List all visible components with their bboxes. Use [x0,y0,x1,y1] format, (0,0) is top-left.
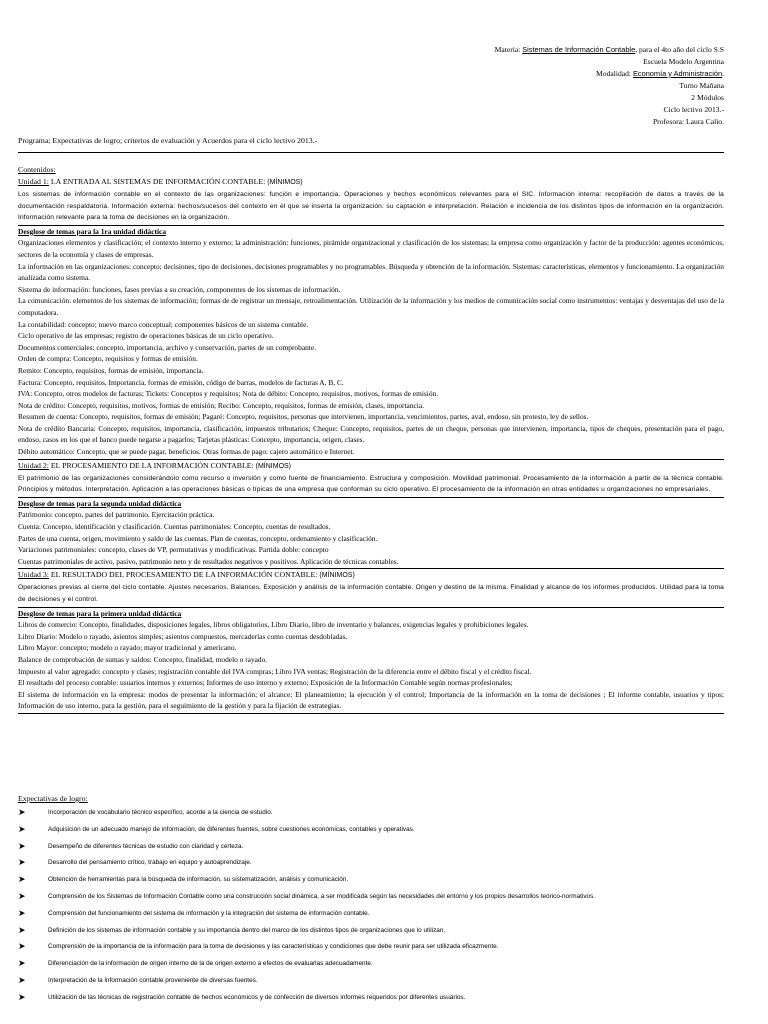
list-item: Remito: Concepto, requisitos, formas de emisión, importancia. [18,365,204,375]
profesora: Profesora: Laura Calio. [652,117,724,126]
arrow-bullet-icon: ➤ [18,840,26,851]
unit-1-title: Unidad 1: LA ENTRADA AL SISTEMAS DE INFORMACIÓN CONTABLE: (MÍNIMOS) [18,177,303,186]
unit-2-title: Unidad 2: EL PROCESAMIENTO DE LA INFORMACIÓN CONTABLE: (MÍNIMOS) [18,460,292,470]
arrow-bullet-icon: ➤ [18,958,26,969]
list-item: ➤ Incorporación de vocabulario técnico específico, acorde a la ciencia de estudio. [18,807,273,817]
contenidos-section [18,164,724,714]
list-item: ➤ Comprensión de la importancia de la información para la toma de decisiones y las características y condiciones que debe reunir para ser utilizada eficazmente. [18,941,499,952]
modulos: 2 Módulos [691,93,724,102]
list-item: Balance de comprobación de sumas y saldos: Concepto, finalidad, modelo o rayado. [18,654,268,664]
expectativas-list [18,808,724,1003]
list-item: ➤ Comprensión del funcionamiento del sistema de información y la integración del sistema de información contable. [18,907,370,918]
arrow-bullet-icon: ➤ [18,907,26,918]
arrow-bullet-icon: ➤ [18,941,26,952]
document-header [495,44,724,128]
list-item: ➤ Definición de los sistemas de información contable y su importancia dentro del marco de los distintos tipos de organizaciones que lo utilizan. [18,924,446,935]
list-item: Cuenta: Concepto, identificación y clasificación. Cuentas patrimoniales: Concepto, cuentas de resultados. [18,522,331,532]
programa-title: Programa; Expectativas de logro; criterios de evaluación y Acuerdos para el ciclo lectivo 2013.- [18,136,318,145]
school-name: Escuela Modelo Argentina [643,57,724,66]
materia-value: Sistemas de Información Contable [522,45,636,54]
list-item: La contabilidad: concepto; nuevo marco conceptual; componentes básicos de un sistema contable. [18,319,309,329]
list-item: ➤ Desempeño de diferentes técnicas de estudio con claridad y certeza. [18,840,244,851]
modalidad-value: Economía y Administración [632,69,723,78]
unit-3-title: Unidad 3: EL RESULTADO DEL PROCESAMIENTO DE LA INFORMACIÓN CONTABLE: (MÍNIMOS) [18,570,355,580]
unit-2-desglose: Desglose de temas para la segunda unidad didáctica [18,498,182,508]
ciclo-lectivo: Ciclo lectivo 2013.- [663,105,724,114]
arrow-bullet-icon: ➤ [18,924,26,935]
materia-line: Materia: Sistemas de Información Contable, para el 4to año del ciclo S.S [494,45,724,54]
list-item: Variaciones patrimoniales: concepto, clases de VP, permutativas y modificativas. Partida doble: concepto [18,545,329,555]
list-item: ➤ Desarrollo del pensamiento crítico, trabajo en equipo y autoaprendizaje. [18,857,252,868]
arrow-bullet-icon: ➤ [18,874,26,885]
unit-2-items [18,509,724,567]
arrow-bullet-icon: ➤ [18,991,26,1002]
list-item: Patrimonio: concepto, partes del patrimonio. Ejercitación práctica. [18,510,215,520]
arrow-bullet-icon: ➤ [18,890,26,901]
unit-3-items [18,619,724,712]
list-item: Libro Mayor: concepto; modelo o rayado; mayor tradicional y americano. [18,643,237,653]
list-item: La información en las organizaciones: concepto; decisiones, tipo de decisiones, decisiones programables y no programables. Búsqueda y obtención de la información. Sistemas: características, elementos y funcionamiento. La organización analizada como sistema. [18,261,724,283]
arrow-bullet-icon: ➤ [18,823,26,834]
contenidos-label: Contenidos: [18,165,56,174]
list-item: ➤ Obtención de herramientas para la búsqueda de información, su sistematización, análisis y comunicación. [18,874,349,885]
list-item: Sistema de información: funciones, fases previas a su creación, componentes de los sistemas de información. [18,284,341,294]
list-item: Libros de comercio: Concepto, finalidades, disposiciones legales, libros obligatorios, Libro Diario, libro de inventario y balances, exigencias legales y prohibiciones legales. [18,620,529,630]
unit-3-body: Operaciones previas al cierre del ciclo contable. Ajustes necesarios. Balances. Exposición y análisis de la información contable. Origen y destino de la misma. Finalidad y alcance de los informes producidos. Utilidad para la toma de decisiones y el control. [18,584,724,603]
list-item: Ciclo operativo de las empresas; registro de operaciones básicas de un ciclo operativo. [18,331,274,341]
list-item: Organizaciones elementos y clasificación; el contexto interno y externo; la administración: funciones, pirámide organizacional y clasificación de los sistemas; la empresa como organización y factor de la producción: agentes económicos, sectores de la economía y clases de empresas. [18,238,724,259]
divider [18,152,724,153]
arrow-bullet-icon: ➤ [18,807,26,817]
list-item: ➤ Diferenciación de la información de origen interno de la de origen externo a efectos de evaluarlas adecuadamente. [18,958,373,969]
list-item: Nota de crédito: Concepto, requisitos, motivos, formas de emisión; Recibo: Concepto, requisitos, formas de emisión, clases, importancia. [18,400,424,410]
list-item: Resumen de cuenta: Concepto, requisitos, formas de emisión; Pagaré: Concepto, requisitos, personas que intervienen, importancia, vencimientos, partes, aval, endoso, sin protesto, ley de sellos. [18,412,589,422]
unit-1-desglose: Desglose de temas para la 1ra unidad didáctica [18,226,167,236]
turno: Turno Mañana [679,81,724,90]
unit-1-body: Los sistemas de información contable en el contexto de las organizaciones: función e importancia. Operaciones y hechos económicos relevantes para el SIC. Información interna: recopilación de datos a través de la documentación respaldatoria. Información externa: hechos/sucesos del contexto en el que se inserta la organización: su captación e interpretación. Relación e incidencia de los distintos tipos de información en la organización. Información relevante para la toma de decisiones en la organización. [18,191,724,222]
list-item: Documentos comerciales: concepto, importancia, archivo y conservación, partes de un comprobante. [18,342,316,352]
list-item: ➤ Interpretación de la información contable proveniente de diversas fuentes. [18,974,258,985]
list-item: IVA: Concepto, otros modelos de facturas; Tickets: Conceptos y requisitos; Nota de débito: Concepto, requisitos, motivos, formas de emisión. [18,389,439,399]
list-item: El sistema de información en la empresa: modos de presentar la información; el alcance; El planeamiento; la ejecución y el control; Importancia de la información en la toma de decisiones ; El informe contable, usuarios y tipos; Información de uso interno, para la gestión, para el seguimiento de la gestión y para la fijación de estrategias. [18,689,724,711]
unit-1-items [18,237,724,457]
list-item: Factura: Concepto, requisitos, Importancia, formas de emisión, código de barras, modelos de facturas A, B, C. [18,377,344,387]
arrow-bullet-icon: ➤ [18,857,26,868]
arrow-bullet-icon: ➤ [18,974,26,985]
list-item: La comunicación: elementos de los sistemas de información; formas de de registrar un mensaje, retroalimentación. Utilización de la información y los medios de comunicación social como instrumentos: ventajas y desventajas del uso de la computadora. [18,296,724,317]
list-item: Débito automático: Concepto, que se puede pagar, beneficios. Otras formas de pago: cajero automático e Internet. [18,447,355,457]
list-item: Cuentas patrimoniales de activo, pasivo, patrimonio neto y de resultados negativos y positivos. Aplicación de técnicas contables. [18,556,399,566]
list-item: Partes de una cuenta, origen, movimiento y saldo de las cuentas. Plan de cuentas, concepto, ordenamiento y clasificación. [18,533,378,543]
list-item: ➤ Comprensión de los Sistemas de Información Contable como una construcción social dinámica, a ser modificada según las necesidades del entorno y los propios desarrollos teórico-normativos. [18,890,596,901]
list-item: ➤ Adquisición de un adecuado manejo de información, de diferentes fuentes, sobre cuestiones económicas, contables y operativas. [18,823,415,834]
expectativas-title: Expectativas de logro: [18,794,88,803]
list-item: Impuesto al valor agregado: concepto y clases; registración contable del IVA compras; Libro IVA ventas; Registración de la diferencia entre el débito fiscal y el crédito fiscal. [18,666,532,676]
expectativas-section [18,794,724,1010]
list-item: Orden de compra: Concepto, requisitos y formas de emisión. [18,354,198,364]
list-item: ➤ Utilización de las técnicas de registración contable de hechos económicos y de confección de diversos informes requeridos por diferentes usuarios. [18,991,466,1002]
list-item: Nota de crédito Bancaria: Concepto, requisitos, importancia, clasificación, impuestos tributarios; Cheque: Concepto, requisitos, partes de un cheque, personas que intervienen, importancia, tipos de cheques, presentación para el pago, endoso, casos en los que el banco puede negarse a pagarlos; Tarjetas plásticas: Concepto, importancia, origen, clases. [18,423,724,445]
list-item: El resultado del proceso contable: usuarios internos y externos; Informes de uso interno y externo; Exposición de la Información Contable según normas profesionales; [18,678,513,688]
modalidad-line: Modalidad: Economía y Administración. [596,69,724,78]
unit-2-body: El patrimonio de las organizaciones considerándolo como recurso o inversión y como fuente de financiamiento. Estructura y composición. Movilidad patrimonial. Procesamiento de la información a partir de la técnica contable. Principios y métodos. Interpretación. Aplicación a las operaciones básicas o típicas de una empresa que conforman su ciclo operativo. El procesamiento de la información en otras entidades u organizaciones no empresariales. [18,474,724,494]
unit-3-desglose: Desglose de temas para la primera unidad didáctica [18,608,182,618]
list-item: Libro Diario: Modelo o rayado, asientos simples; asientos compuestos, mercaderías como cuentas desdobladas. [18,631,348,641]
